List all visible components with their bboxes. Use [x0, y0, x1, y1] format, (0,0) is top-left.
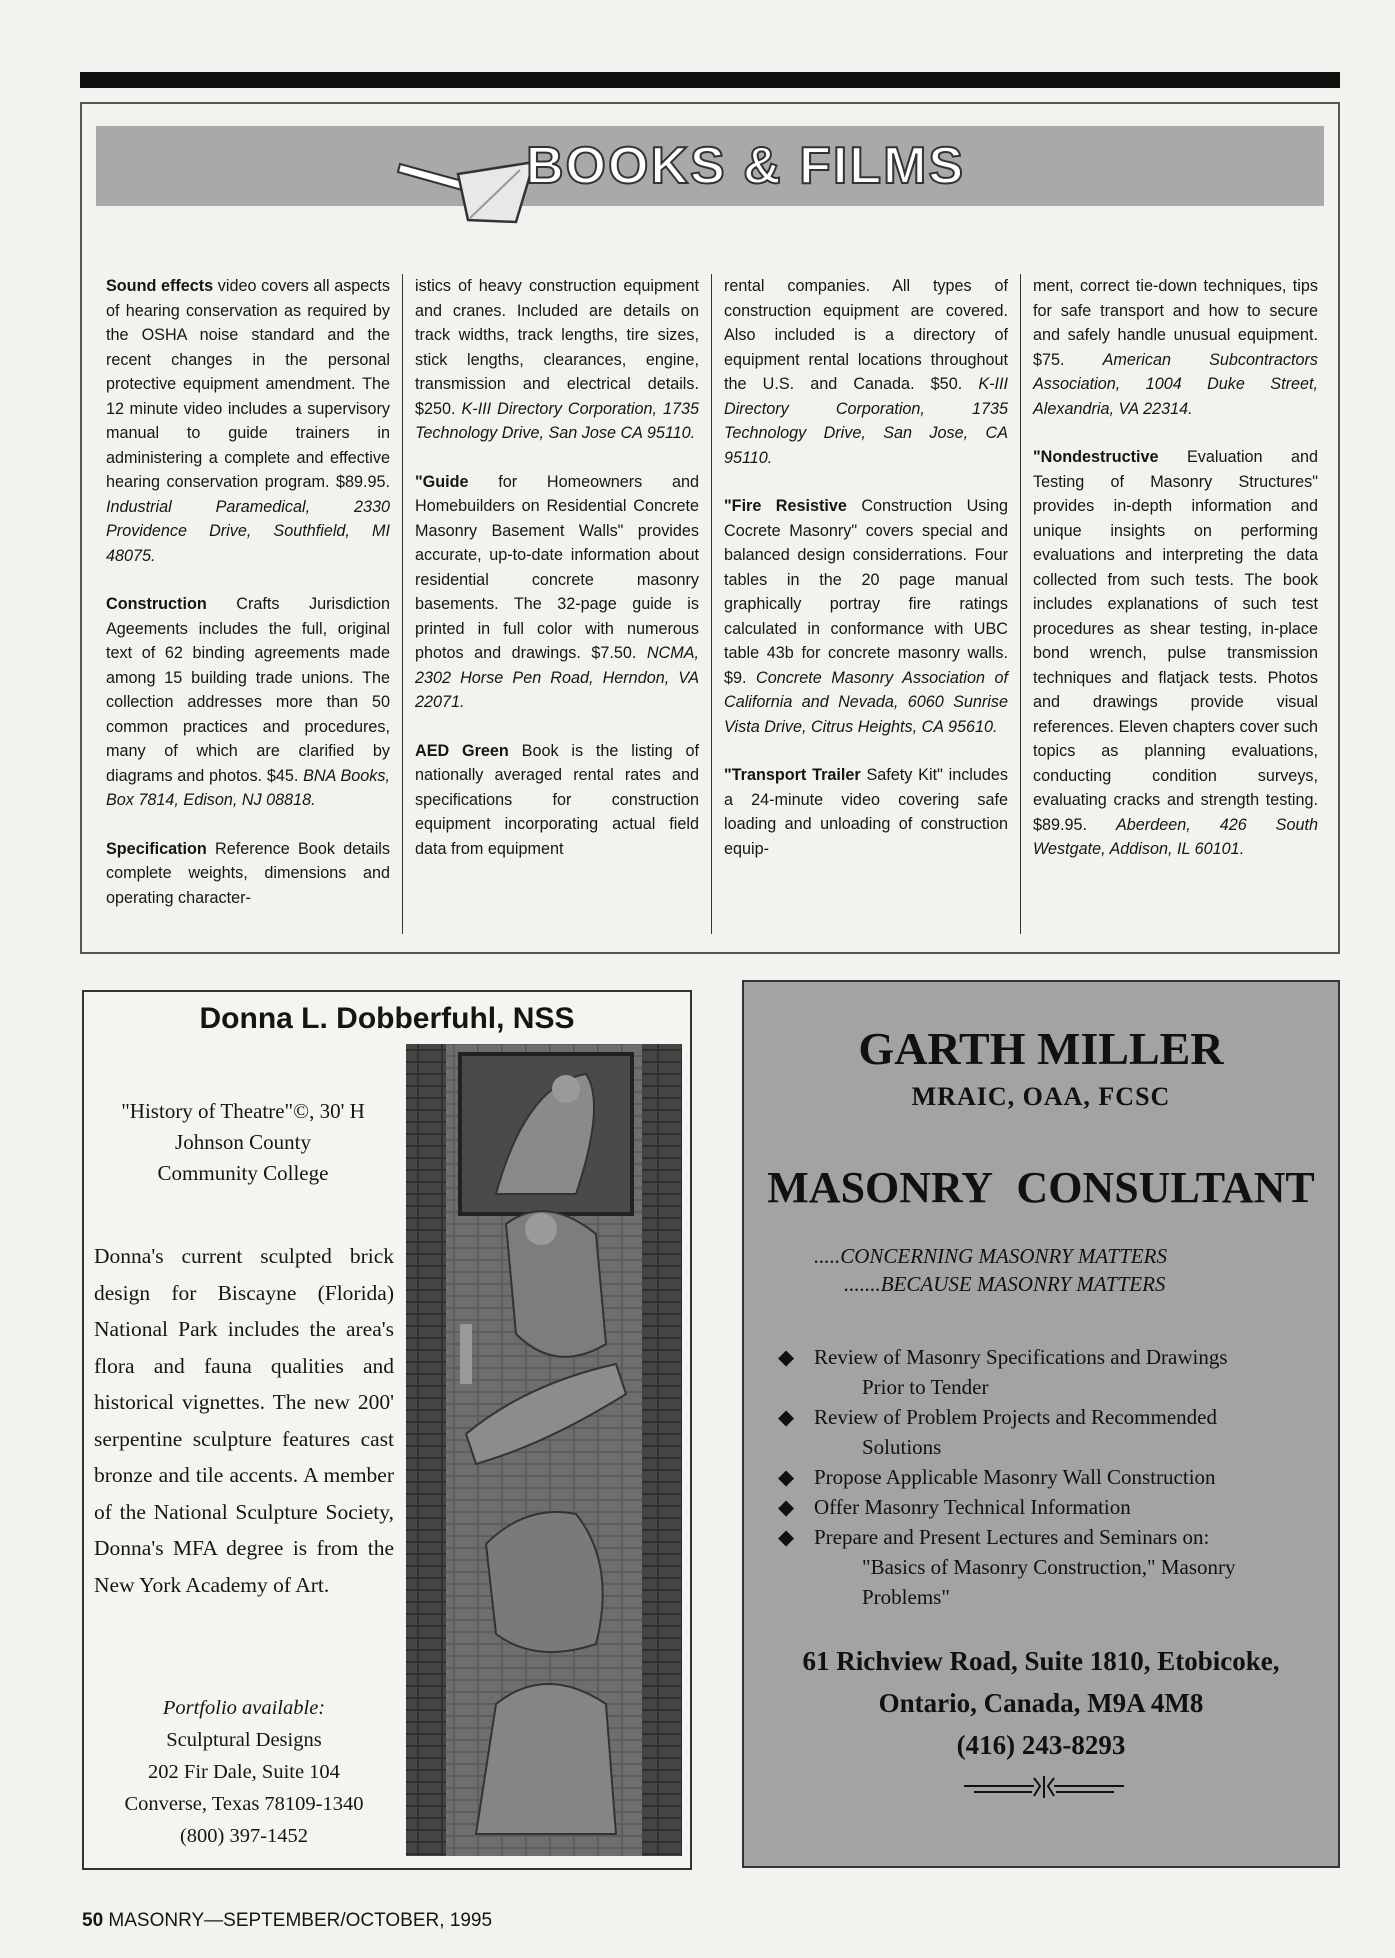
list-item: ◆ Propose Applicable Masonry Wall Construction	[772, 1462, 1312, 1492]
list-item: ◆ Review of Masonry Specifications and Drawings Prior to Tender	[772, 1342, 1312, 1402]
contact-block: Portfolio available: Sculptural Designs 202 Fir Dale, Suite 104 Converse, Texas 78109-1340 (800) 397-1452	[124, 1697, 364, 1847]
services-list	[772, 1342, 1312, 1612]
article-columns	[94, 274, 1330, 934]
donna-ad	[82, 990, 692, 1870]
list-item: ◆ Offer Masonry Technical Information	[772, 1492, 1312, 1522]
entry-transport-trailer-cont: ment, correct tie-down techniques, tips for safe transport and how to secure and safely handle unusual equipment. $75. American Subcontractors Association, 1004 Duke Street, Alexandria, VA 22314.	[1033, 277, 1318, 418]
entry-aed-green: AED Green Book is the listing of nationally averaged rental rates and specifications for construction equipment incorporating actual field data from equipment	[415, 741, 699, 858]
ornament-divider-icon	[954, 1772, 1134, 1802]
entry-specification-cont: istics of heavy construction equipment and cranes. Included are details on track widths, track lengths, tire sizes, stick lengths, clearances, engine, transmission and electrical details. $250. K-III Directory Corporation, 1735 Technology Drive, San Jose CA 95110.	[415, 277, 699, 442]
books-films-section	[80, 102, 1340, 954]
list-item: ◆ Prepare and Present Lectures and Seminars on: "Basics of Masonry Construction," Masonry Problems"	[772, 1522, 1312, 1612]
entry-sound-effects: Sound effects video covers all aspects of hearing conservation as required by the OSHA noise standard and the recent changes in the personal protective equipment amendment. The 12 minute video includes a supervisory manual to guide trainers in administering a complete and effective hearing conservation program. $89.95. Industrial Paramedical, 2330 Providence Drive, Southfield, MI 48075.	[106, 277, 390, 565]
section-header	[96, 126, 1324, 206]
diamond-bullet-icon: ◆	[778, 1465, 795, 1489]
diamond-bullet-icon: ◆	[778, 1495, 795, 1519]
section-title: BOOKS & FILMS	[526, 137, 966, 195]
entry-specification: Specification Reference Book details complete weights, dimensions and operating character-	[106, 839, 390, 907]
entry-guide-homeowners: "Guide for Homeowners and Homebuilders on Residential Concrete Masonry Basement Walls" provides accurate, up-to-date information about residential concrete masonry basements. The 32-page guide is printed in full color with numerous photos and drawings. $7.50. NCMA, 2302 Horse Pen Road, Herndon, VA 22071.	[415, 472, 699, 711]
publication-issue: MASONRY—SEPTEMBER/OCTOBER, 1995	[108, 1910, 493, 1931]
garth-miller-ad	[742, 980, 1340, 1868]
diamond-bullet-icon: ◆	[778, 1345, 795, 1369]
diamond-bullet-icon: ◆	[778, 1405, 795, 1429]
ad-body: Donna's current sculpted brick design for Biscayne (Florida) National Park includes the area's flora and fauna qualities and historical vignettes. The new 200' serpentine sculpture features cast bronze and tile accents. A member of the National Sculpture Society, Donna's MFA degree is from the New York Academy of Art.	[94, 1244, 394, 1597]
entry-nondestructive: "Nondestructive Evaluation and Testing of Masonry Structures" provides in-depth information and unique insights on performing evaluations and interpreting the data collected from such tests. The book includes explanations of such test procedures as shear testing, in-place bond wrench, pulse transmission techniques and flatjack tests. Photos and drawings provide visual references. Eleven chapters cover such topics as planning evaluations, conducting condition surveys, evaluating cracks and strength testing. $89.95. Aberdeen, 426 South Westgate, Addison, IL 60101.	[1033, 448, 1318, 858]
consultant-address: 61 Richview Road, Suite 1810, Etobicoke, Ontario, Canada, M9A 4M8 (416) 243-8293	[802, 1646, 1280, 1760]
column-2	[403, 274, 712, 934]
top-rule	[80, 72, 1340, 88]
list-item: ◆ Review of Problem Projects and Recommended Solutions	[772, 1402, 1312, 1462]
photo-caption: "History of Theatre"©, 30' H Johnson County Community College	[121, 1099, 365, 1185]
ad-name: Donna L. Dobberfuhl, NSS	[199, 1002, 575, 1035]
entry-transport-trailer: "Transport Trailer Safety Kit" includes a 24-minute video covering safe loading and unloading of construction equip-	[724, 766, 1008, 858]
diamond-bullet-icon: ◆	[778, 1525, 795, 1549]
page-number: 50	[82, 1910, 104, 1931]
column-1	[94, 274, 403, 934]
column-4	[1021, 274, 1330, 934]
consultant-credentials: MRAIC, OAA, FCSC	[911, 1082, 1171, 1111]
tagline-2: .......BECAUSE MASONRY MATTERS	[844, 1272, 1166, 1296]
consultant-name: GARTH MILLER	[858, 1023, 1224, 1074]
trowel-icon	[396, 134, 536, 224]
tagline-1: .....CONCERNING MASONRY MATTERS	[814, 1244, 1167, 1268]
brick-sculpture-photo	[406, 1044, 682, 1856]
consultant-title: MASONRY CONSULTANT	[767, 1163, 1315, 1212]
entry-aed-green-cont: rental companies. All types of construction equipment are covered. Also included is a directory of equipment rental locations throughout the U.S. and Canada. $50. K-III Directory Corporation, 1735 Technology Drive, San Jose, CA 95110.	[724, 277, 1008, 467]
entry-construction-crafts: Construction Crafts Jurisdiction Ageements includes the full, original text of 62 binding agreements made among 15 building trade unions. The collection addresses more than 50 common practices and procedures, many of which are clarified by diagrams and photos. $45. BNA Books, Box 7814, Edison, NJ 08818.	[106, 595, 390, 809]
page-footer	[82, 1910, 492, 1932]
entry-fire-resistive: "Fire Resistive Construction Using Cocrete Masonry" covers special and balanced design considerrations. Four tables in the 20 page manual graphically portray fire ratings calculated in conformance with UBC table 43b for concrete masonry walls. $9. Concrete Masonry Association of California and Nevada, 6060 Sunrise Vista Drive, Citrus Heights, CA 95610.	[724, 497, 1008, 736]
column-3	[712, 274, 1021, 934]
